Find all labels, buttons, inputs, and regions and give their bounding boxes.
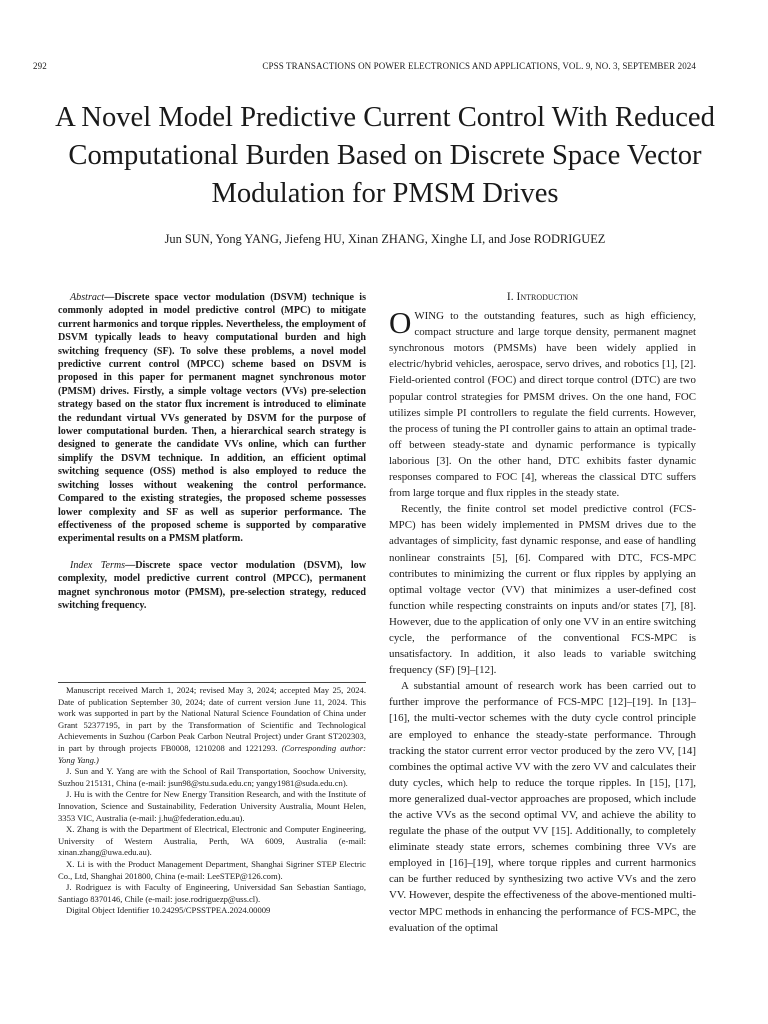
section-heading-introduction: I. Introduction bbox=[506, 291, 579, 303]
footnote-rodriguez: J. Rodriguez is with Faculty of Engineering, Universidad San Sebastian Santiago, Santiago 8370146, Chile (e-mail: jose.rodriguezp@uss.cl). bbox=[58, 882, 366, 904]
index-terms-text: —Discrete space vector modulation (DSVM), low complexity, model predictive current control (MPCC), permanent magnet synchronous motor (PMSM), pre-selection strategy, reduced switching frequency. bbox=[58, 559, 366, 611]
abstract-lead: Abstract bbox=[70, 292, 105, 303]
index-terms-lead: Index Terms bbox=[70, 559, 126, 571]
intro-paragraph-1: OWING to the outstanding features, such as high efficiency, compact structure and large torque density, permanent magnet synchronous motors (PMSMs) have been widely applied in electric/hybrid vehicles, aerospace, servo drives, and robotics [1], [2]. Field-oriented control (FOC) and direct torque control (DTC) are two popular control strategies for PMSM drives. On the one hand, FOC utilizes simple PI controllers to regulate the field currents. However, the process of tuning the PI controller gains to attain an optimal trade-off between steady-state and dynamic performance is typically laborious [3]. On the other hand, DTC exhibits faster dynamic responses compared to FOC [4], whereas the classical DTC suffers from large torque and flux ripples in the steady state. bbox=[389, 305, 696, 500]
index-terms bbox=[58, 559, 366, 613]
journal-header: CPSS TRANSACTIONS ON POWER ELECTRONICS AND APPLICATIONS, VOL. 9, NO. 3, SEPTEMBER 2024 bbox=[262, 61, 696, 71]
abstract bbox=[58, 291, 366, 546]
footnote-sun-yang: J. Sun and Y. Yang are with the School of Rail Transportation, Soochow University, Suzhou 215131, China (e-mail: jsun98@stu.suda.edu.cn; yangy1981@suda.edu.cn). bbox=[58, 766, 366, 788]
footnote-hu: J. Hu is with the Centre for New Energy Transition Research, and with the Institute of Innovation, Science and Sustainability, Federation University Australia, Mount Helen, 3353 VIC, Australia (e-mail: j.hu@federation.edu.au). bbox=[58, 789, 366, 823]
intro-paragraph-3: A substantial amount of research work has been carried out to further improve the performance of FCS-MPC [12]–[19]. In [13]–[16], the multi-vector schemes with the duty cycle control principle are employed to enhance the steady-state performance. Through tracking the stator current error vector produced by the zero VV, [14] combines the optimal active VV with the zero VV and calculates their duty cycles, which help to reduce the torque ripples. In [15], [17], more generalized dual-vector approaches are proposed, which include the active VVs as the second optimal VV, and achieve the ability to regulate the phase of the output VV [15]. Additionally, to completely eliminate steady state errors, schemes combining three VVs are employed in [16]–[19], where torque ripples and current harmonics can be further reduced by synthesizing two active VVs and the zero VV. However, despite the effectiveness of the above-mentioned multi-vector MPC methods in enhancing the performance of FCS-MPC, the evaluation of the optimal bbox=[389, 680, 696, 934]
footnote-doi: Digital Object Identifier 10.24295/CPSSTPEA.2024.00009 bbox=[66, 905, 271, 916]
footnote-manuscript: Manuscript received March 1, 2024; revised May 3, 2024; accepted May 25, 2024. Date of publication September 30, 2024; date of current version June 11, 2024. This work was supported in part by the National Natural Science Foundation of China under Grant 52377195, in part by the Transformation of Scientific and Technological Achievements in Suzhou (Carbon Peak Carbon Neutral Project) under Grant ST202303, in part by through projects FB0008, 1210208 and 1221293. (Corresponding author: Yong Yang.) bbox=[58, 685, 366, 765]
dropcap: O bbox=[389, 305, 412, 341]
footnote-corresponding: (Corresponding author: Yong Yang.) bbox=[58, 742, 366, 765]
paper-title: A Novel Model Predictive Current Control With Reduced Computational Burden Based on Discrete Space Vector Modulation for PMSM Drives bbox=[55, 102, 715, 209]
abstract-text: —Discrete space vector modulation (DSVM) technique is commonly adopted in model predictive control (MPC) to mitigate current harmonics and torque ripples. Nevertheless, the employment of DSVM typically leads to heavy computational burden and high switching frequency (SF). To solve these problems, a novel model predictive current control (MPCC) scheme based on DSVM is proposed in this paper for permanent magnet synchronous motor (PMSM) drives. Firstly, a simple voltage vectors (VVs) pre-selection strategy based on the stator flux increment is introduced to eliminate the redundant virtual VVs generated by DSVM for the purpose of lower computational burden. Then, a hierarchical search strategy is designed to generate the candidate VVs online, which can further simplify the DSVM technique. In addition, an efficient optimal switching sequence (OSS) method is also employed to reduce the switching losses without weakening the control performance. Compared to the existing strategies, the proposed scheme possesses lower complexity and SF as well as superior performance. The effectiveness of the proposed scheme is supported by comparative experimental results on a PMSM platform. bbox=[58, 292, 366, 545]
author-list: Jun SUN, Yong YANG, Jiefeng HU, Xinan ZHANG, Xinghe LI, and Jose RODRIGUEZ bbox=[164, 232, 606, 246]
intro-paragraph-2: Recently, the finite control set model predictive control (FCS-MPC) has been widely implemented in PMSM drives due to the advantages of simplicity, fast dynamic response, and ease of handling nonlinear constraints [5], [6]. Compared with DTC, FCS-MPC contributes to minimizing the current or flux ripples by applying an optimal voltage vector (VV) that minimizes a user-defined cost function while respecting constraints on inputs and/or states [7], [8]. However, due to the application of only one VV in an entire switching cycle, the performance of the conventional FCS-MPC is unsatisfactory. In addition, it also leads to variable switching frequency (SF) [9]–[12]. bbox=[389, 503, 696, 677]
footnote-li: X. Li is with the Product Management Department, Shanghai Sigriner STEP Electric Co., Ltd, Shanghai 201800, China (e-mail: LeeSTEP@126.com). bbox=[58, 858, 366, 881]
left-column bbox=[58, 291, 366, 612]
page-number: 292 bbox=[33, 61, 47, 71]
right-column bbox=[389, 289, 696, 936]
footnotes bbox=[58, 682, 366, 917]
footnote-zhang: X. Zhang is with the Department of Electrical, Electronic and Computer Engineering, University of Western Australia, Perth, WA 6009, Australia (e-mail: xinan.zhang@uwa.edu.au). bbox=[58, 824, 366, 858]
